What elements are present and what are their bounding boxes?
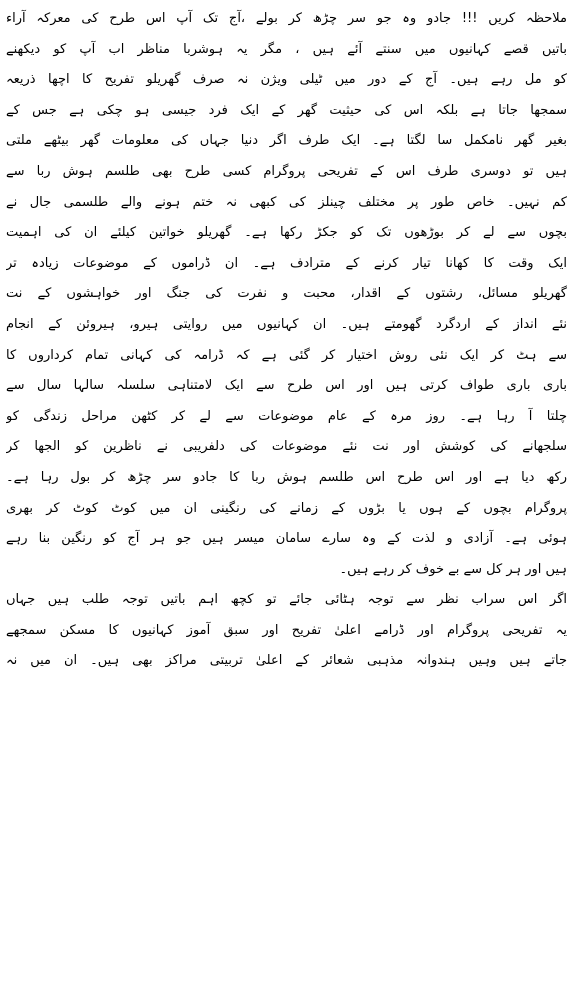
article-page (6, 4, 567, 993)
text-line: بچوں سے لے کر بوڑھوں تک کو جکڑ رکھا ہے۔ گھریلو خواتین کیلئے ان کی اہمیت (6, 225, 567, 241)
text-line: جاتے ہیں وہیں ہندوانہ مذہبی شعائر کے اعلیٰ تربیتی مراکز بھی ہیں۔ ان میں نہ (6, 653, 567, 669)
text-line: ہوئی ہے۔ آزادی و لذت کے وہ سارے سامان میسر ہیں جو ہر آج کو رنگین بنا رہے (6, 531, 567, 547)
text-line: ہیں تو دوسری طرف اس کے تفریحی پروگرام کسی طرح بھی طلسم ہوش ربا سے (6, 163, 567, 179)
text-line: سلجھانے کی کوشش اور نت نئے موضوعات کی دلفریبی نے ناظرین کو الجھا کر (6, 439, 567, 455)
text-line: ایک وقت کا کھانا تیار کرنے کے مترادف ہے۔ ان ڈراموں کے موضوعات زیادہ تر (6, 255, 567, 271)
text-line: باری باری طواف کرتی ہیں اور اس طرح سے ایک لامتناہی سلسلہ سالہا سال سے (6, 378, 567, 394)
text-line: گھریلو مسائل، رشتوں کے اقدار، محبت و نفرت کی جنگ اور خواہشوں کے نت (6, 286, 567, 302)
text-line: یہ تفریحی پروگرام اور ڈرامے اعلیٰ تفریح اور سبق آموز کہانیوں کا مسکن سمجھے (6, 622, 567, 638)
text-line-paragraph-end: ہیں اور ہر کل سے بے خوف کر رہے ہیں۔ (339, 561, 567, 577)
text-line: پروگرام بچوں کے ہوں یا بڑوں کے زمانے کی رنگینی ان میں کوٹ کوٹ کر بھری (6, 500, 567, 516)
text-line: رکھ دیا ہے اور اس طرح اس طلسم ہوش ربا کا جادو سر چڑھ کر بول رہا ہے۔ (6, 469, 567, 485)
text-line: ملاحظہ کریں !!! جادو وہ جو سر چڑھ کر بولے ،آج تک آپ اس طرح کی معرکہ آراء (6, 11, 567, 26)
text-line: اگر اس سراب نظر سے توجہ ہٹائی جائے تو کچھ اہم باتیں توجہ طلب ہیں جہاں (6, 592, 567, 608)
text-line: سے ہٹ کر ایک نئی روش اختیار کر گئی ہے کہ ڈرامہ کی کہانی تمام کرداروں کا (6, 347, 567, 363)
text-line: نئے انداز کے اردگرد گھومتے ہیں۔ ان کہانیوں میں روایتی ہیرو، ہیروئن کے انجام (6, 316, 567, 332)
text-line: سمجھا جاتا ہے بلکہ اس کی حیثیت گھر کے ایک فرد جیسی ہو چکی ہے جس کے (6, 102, 567, 118)
text-line: کم نہیں۔ خاص طور پر مختلف چینلز کی کبھی نہ ختم ہونے والے طلسمی جال نے (6, 194, 567, 210)
text-line: بغیر گھر نامکمل سا لگتا ہے۔ ایک طرف اگر دنیا جہاں کی معلومات گھر بیٹھے ملتی (6, 133, 567, 149)
text-line: کو مل رہے ہیں۔ آج کے دور میں ٹیلی ویژن نہ صرف گھریلو تفریح کا اچھا ذریعہ (6, 72, 567, 88)
text-line: باتیں قصے کہانیوں میں سنتے آئے ہیں ، مگر یہ ہوشربا مناظر اب آپ کو دیکھنے (6, 41, 567, 57)
text-line: چلتا آ رہا ہے۔ روز مرہ کے عام موضوعات سے لے کر کٹھن مراحل زندگی کو (6, 408, 567, 424)
